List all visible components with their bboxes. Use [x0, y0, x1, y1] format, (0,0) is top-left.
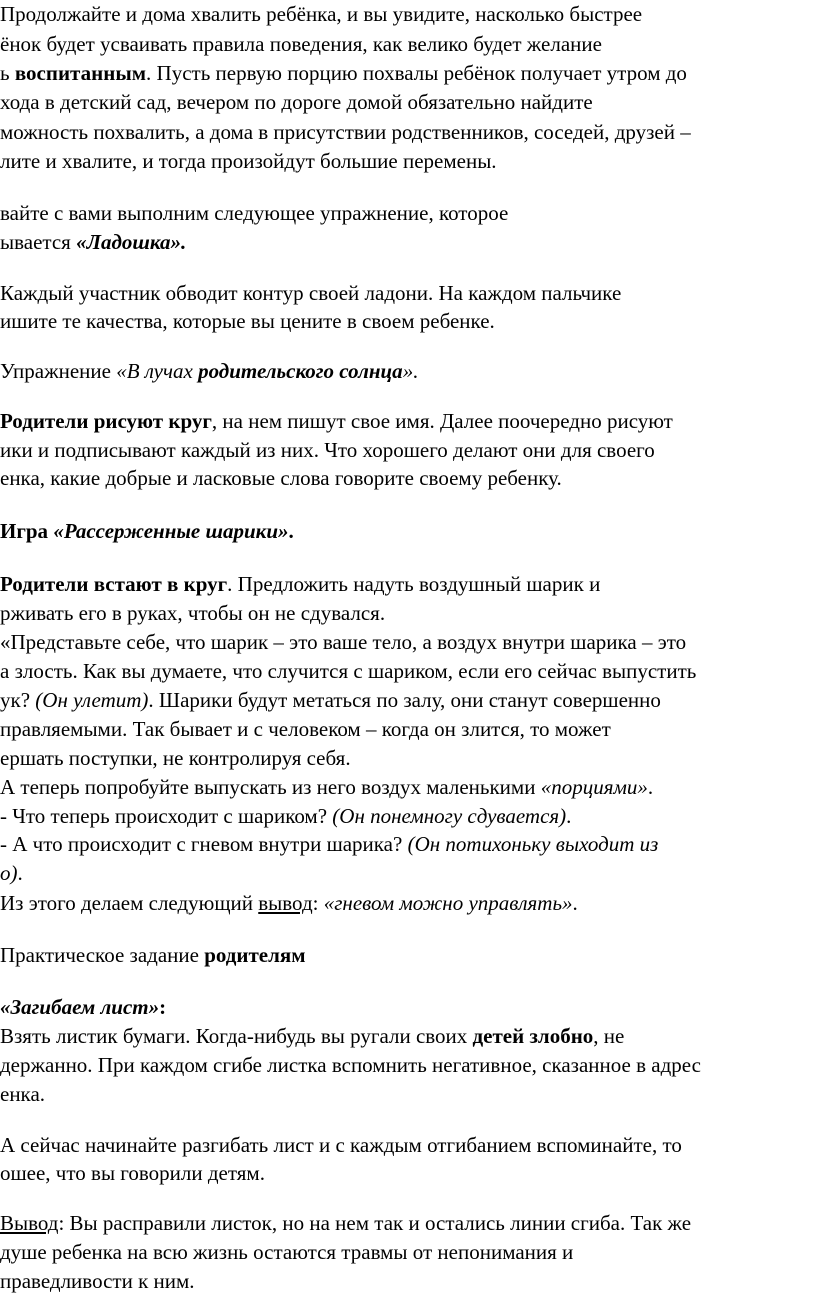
underlined-text: вывод	[258, 891, 313, 915]
text: Взять листик бумаги. Когда-нибудь вы ругали своих	[0, 1024, 473, 1048]
balloons-line-2	[0, 601, 385, 626]
italic-text: «В лучах	[116, 359, 199, 383]
italic-text: ».	[402, 359, 419, 383]
text: , не	[593, 1024, 625, 1048]
text: а злость. Как вы думаете, что случится с шариком, если его сейчас выпустить	[0, 659, 697, 683]
text: ошее, что вы говорили детям.	[0, 1161, 265, 1185]
practical-task-heading	[0, 943, 306, 968]
paragraph-praise-line-2	[0, 32, 602, 57]
text: енка.	[0, 1082, 46, 1106]
balloons-line-6	[0, 717, 611, 742]
text: Из этого делаем следующий	[0, 891, 259, 915]
exercise-intro-line-2	[0, 230, 186, 255]
conclusion-line-2	[0, 1240, 573, 1265]
unfold-line-1	[0, 1133, 682, 1158]
text: можность похвалить, а дома в присутствии родственников, соседей, друзей –	[0, 120, 691, 144]
text: енка, какие добрые и ласковые слова говорите своему ребенку.	[0, 466, 562, 490]
text: держанно. При каждом сгибе листка вспомнить негативное, сказанное в адрес	[0, 1053, 701, 1077]
sun-instruction-line-3	[0, 466, 562, 491]
conclusion-line-1	[0, 1211, 691, 1236]
balloons-line-7	[0, 746, 351, 771]
balloons-line-3	[0, 630, 686, 655]
balloons-line-9	[0, 804, 571, 829]
game-balloons-heading	[0, 519, 294, 544]
paragraph-praise-line-4	[0, 90, 593, 115]
fold-sheet-title	[0, 995, 166, 1020]
bold-text: родителям	[204, 943, 306, 967]
text: :	[312, 891, 324, 915]
exercise-title-fold-sheet: «Загибаем лист»	[0, 995, 160, 1019]
text: А теперь попробуйте выпускать из него воздух маленькими	[0, 775, 541, 799]
exercise-title-ladoshka: «Ладошка».	[76, 230, 187, 254]
italic-text: (Он понемногу сдувается)	[332, 804, 567, 828]
text: правляемыми. Так бывает и с человеком – когда он злится, то может	[0, 717, 611, 741]
bold-text: Родители рисуют круг	[0, 409, 212, 433]
text: хода в детский сад, вечером по дороге домой обязательно найдите	[0, 90, 593, 114]
text: ь	[0, 61, 15, 85]
italic-text: «порциями»	[540, 775, 648, 799]
exercise-title-sun: родительского солнца	[198, 359, 403, 383]
text: ёнок будет усваивать правила поведения, как велико будет желание	[0, 32, 602, 56]
game-title-balloons: «Рассерженные шарики»	[53, 519, 289, 543]
bold-text-vospitannym: воспитанным	[14, 61, 147, 85]
text: . Пусть первую порцию похвалы ребёнок получает утром до	[146, 61, 687, 85]
text: . Предложить надуть воздушный шарик и	[227, 572, 601, 596]
bold-text: :	[159, 995, 167, 1019]
italic-text: «гневом можно управлять»	[323, 891, 573, 915]
sun-instruction-line-2	[0, 438, 655, 463]
ladoshka-instruction-line-2	[0, 309, 495, 334]
fold-sheet-line-2	[0, 1053, 701, 1078]
text: А сейчас начинайте разгибать лист и с каждым отгибанием вспоминайте, то	[0, 1133, 682, 1157]
text: : Вы расправили листок, но на нем так и остались линии сгиба. Так же	[58, 1211, 692, 1235]
text: Упражнение	[0, 359, 117, 383]
text: ук?	[0, 688, 36, 712]
balloons-line-1	[0, 572, 600, 597]
text: лите и хвалите, и тогда произойдут большие перемены.	[0, 149, 497, 173]
italic-text: о)	[0, 861, 18, 885]
balloons-line-10	[0, 832, 658, 857]
text: . Шарики будут метаться по залу, они станут совершенно	[148, 688, 661, 712]
text: .	[647, 775, 654, 799]
text: рживать его в руках, чтобы он не сдувался.	[0, 601, 386, 625]
bold-text: Родители встают в круг	[0, 572, 228, 596]
text: ики и подписывают каждый из них. Что хорошего делают они для своего	[0, 438, 655, 462]
underlined-text: Вывод	[0, 1211, 59, 1235]
text: ершать поступки, не контролируя себя.	[0, 746, 351, 770]
text: вайте с вами выполним следующее упражнение, которое	[0, 201, 509, 225]
bold-text: .	[288, 519, 294, 543]
text: , на нем пишут свое имя. Далее поочередно рисуют	[211, 409, 673, 433]
balloons-conclusion-line	[0, 891, 578, 916]
balloons-line-4	[0, 659, 696, 684]
paragraph-praise-line-3	[0, 61, 687, 86]
balloons-line-5	[0, 688, 661, 713]
text: ишите те качества, которые вы цените в своем ребенке.	[0, 309, 495, 333]
balloons-line-11	[0, 861, 23, 886]
text: Каждый участник обводит контур своей ладони. На каждом пальчике	[0, 281, 622, 305]
ladoshka-instruction-line-1	[0, 281, 621, 306]
text: .	[572, 891, 578, 915]
fold-sheet-line-1	[0, 1024, 624, 1049]
text: .	[566, 804, 572, 828]
italic-text: (Он потихоньку выходит из	[407, 832, 659, 856]
italic-text: (Он улетит)	[35, 688, 149, 712]
exercise-intro-line-1	[0, 201, 508, 226]
text: - А что происходит с гневом внутри шарика?	[0, 832, 408, 856]
unfold-line-2	[0, 1161, 265, 1186]
balloons-line-8	[0, 775, 653, 800]
bold-text: детей злобно	[472, 1024, 594, 1048]
paragraph-praise-line-5	[0, 120, 691, 145]
text: - Что теперь происходит с шариком?	[0, 804, 333, 828]
sun-instruction-line-1	[0, 409, 673, 434]
text: душе ребенка на всю жизнь остаются травмы от непонимания и	[0, 1240, 574, 1264]
text: Продолжайте и дома хвалить ребёнка, и вы увидите, насколько быстрее	[0, 2, 643, 26]
text: Практическое задание	[0, 943, 205, 967]
exercise-sun-heading	[0, 359, 418, 384]
paragraph-praise-line-6	[0, 149, 497, 174]
text: ывается	[0, 230, 77, 254]
text: .	[17, 861, 23, 885]
bold-text: Игра	[0, 519, 54, 543]
text: праведливости к ним.	[0, 1269, 195, 1293]
text: «Представьте себе, что шарик – это ваше тело, а воздух внутри шарика – это	[0, 630, 687, 654]
fold-sheet-line-3	[0, 1082, 45, 1107]
conclusion-line-3	[0, 1269, 195, 1294]
paragraph-praise-line-1	[0, 2, 642, 27]
